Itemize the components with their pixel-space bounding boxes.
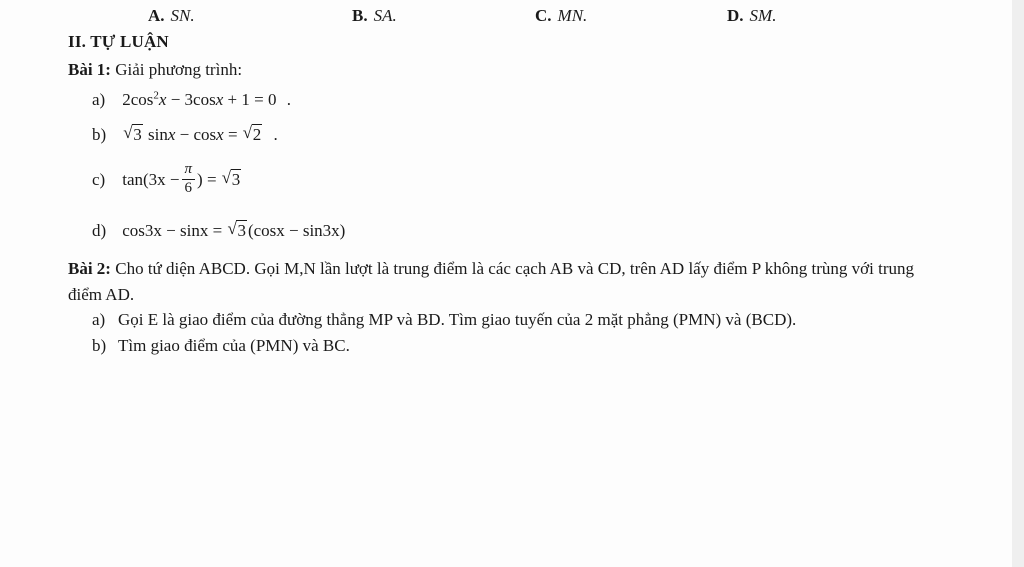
formula-d-tail: (cosx − sin3x) xyxy=(247,221,346,240)
formula-b-var2: x xyxy=(216,125,224,144)
exercise2-item-b xyxy=(92,336,350,356)
mc-option-c-value: MN. xyxy=(557,6,588,25)
mc-option-d xyxy=(727,6,776,26)
formula-b-mid: sin xyxy=(148,125,168,144)
mc-option-b-value: SA. xyxy=(373,6,397,25)
exercise1-heading xyxy=(68,60,242,80)
exercise1-item-d-mark: d) xyxy=(92,221,107,240)
formula-b-rad2: 2 xyxy=(252,125,262,144)
exercise2-label: Bài 2: xyxy=(68,259,111,278)
exercise1-item-b-formula xyxy=(122,124,278,145)
exercise1-item-d-formula xyxy=(122,220,345,241)
formula-c-den: 6 xyxy=(184,179,193,196)
exercise1-prompt: Giải phương trình: xyxy=(115,60,243,79)
formula-d-rad: 3 xyxy=(237,221,246,240)
mc-option-a-label: A. xyxy=(148,6,165,25)
mc-option-a xyxy=(148,6,195,26)
exercise2-item-a-mark: a) xyxy=(92,310,106,329)
formula-a-dot: . xyxy=(286,90,291,109)
formula-c-close: ) = xyxy=(197,169,217,189)
formula-b-var1: x xyxy=(167,125,176,144)
formula-a-mid: − 3cos xyxy=(170,90,216,109)
exercise1-item-a-formula xyxy=(122,90,291,110)
exercise1-item-d xyxy=(92,220,345,241)
exercise1-item-c xyxy=(92,162,242,197)
exercise1-label: Bài 1: xyxy=(68,60,111,79)
exercise1-item-a xyxy=(92,90,291,110)
mc-option-b xyxy=(352,6,397,26)
formula-a-var1: x xyxy=(158,90,167,109)
exercise2-item-a xyxy=(92,310,796,330)
exercise1-item-a-mark: a) xyxy=(92,90,106,109)
formula-a-tail: + 1 = 0 xyxy=(227,90,277,109)
formula-a-var2: x xyxy=(215,90,224,109)
formula-a-coef: 2cos xyxy=(122,90,154,109)
formula-c-num: π xyxy=(182,162,196,180)
exercise1-item-b-mark: b) xyxy=(92,125,107,144)
fraction-pi-over-6 xyxy=(182,162,196,197)
exercise1-item-c-mark: c) xyxy=(92,169,106,189)
sqrt-3-icon xyxy=(123,124,143,145)
page-right-edge xyxy=(1012,0,1024,567)
formula-b-eq: = xyxy=(227,125,238,144)
mc-option-d-label: D. xyxy=(727,6,744,25)
mc-option-d-value: SM. xyxy=(749,6,777,25)
mc-option-c-label: C. xyxy=(535,6,552,25)
formula-d-lead: cos3x − sinx = xyxy=(122,221,223,240)
multiple-choice-row xyxy=(0,6,1000,30)
exercise1-item-b xyxy=(92,124,278,145)
exercise2-item-a-text: Gọi E là giao điểm của đường thẳng MP và BD. Tìm giao tuyến của 2 mặt phẳng (PMN) và (BCD). xyxy=(118,310,797,329)
sqrt-2-icon xyxy=(243,124,263,145)
exercise2-heading xyxy=(68,256,948,307)
mc-option-c xyxy=(535,6,587,26)
mc-option-a-value: SN. xyxy=(170,6,195,25)
formula-c-lead: tan(3x − xyxy=(122,169,180,189)
exercise2-prompt-line1: Cho tứ diện ABCD. Gọi M,N lần lượt là trung điểm là các cạch AB và CD, trên AD lấy điểm P xyxy=(115,259,761,278)
section-heading: II. TỰ LUẬN xyxy=(68,32,169,51)
exercise1-item-c-formula xyxy=(122,162,242,197)
exercise2-item-b-mark: b) xyxy=(92,336,107,355)
formula-a-power: 2 xyxy=(153,89,159,102)
formula-b-dot: . xyxy=(273,125,278,144)
sqrt-3-icon-c xyxy=(222,169,242,190)
formula-c-rad: 3 xyxy=(231,169,241,189)
formula-b-minus: − cos xyxy=(179,125,217,144)
formula-b-rad1: 3 xyxy=(133,125,142,144)
sqrt-3-icon-d xyxy=(227,220,247,241)
mc-option-b-label: B. xyxy=(352,6,368,25)
exercise2-item-b-text: Tìm giao điểm của (PMN) và BC. xyxy=(118,336,350,355)
exercise2-prompt-line2: không trùng với trung điểm AD. xyxy=(68,259,915,304)
